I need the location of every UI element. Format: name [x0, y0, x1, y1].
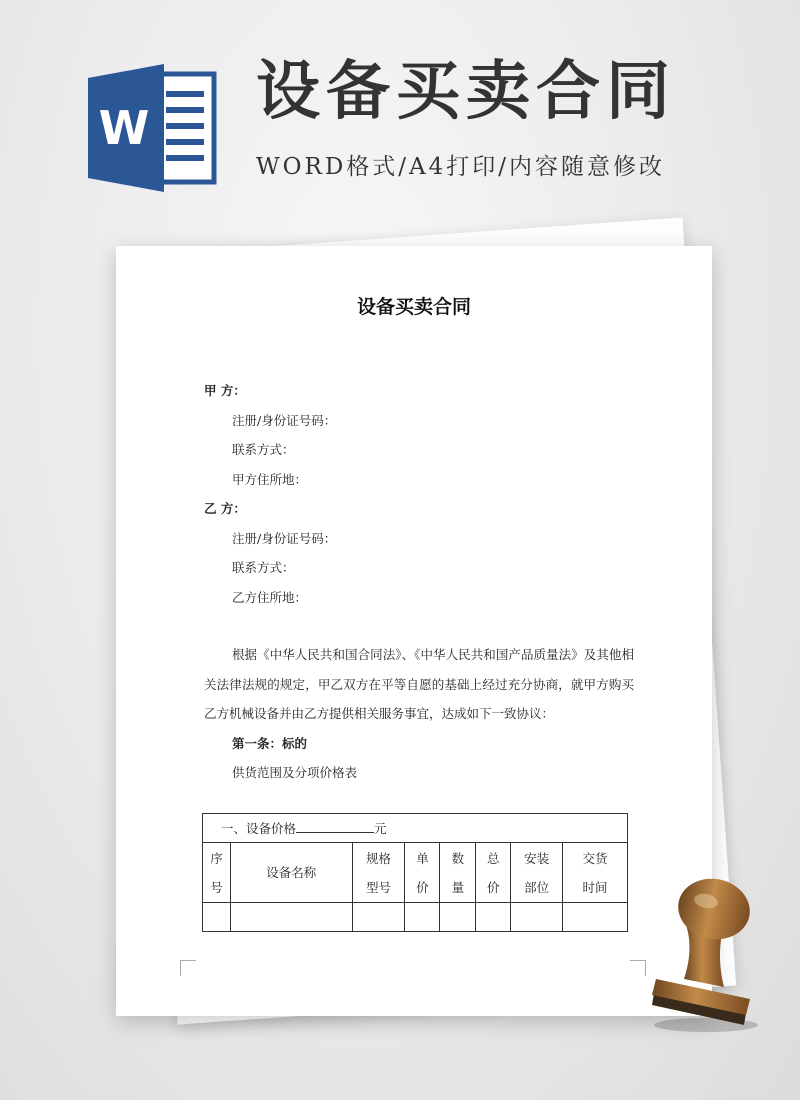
party-b-address-field: 乙方住所地：: [232, 589, 308, 605]
price-table: [202, 813, 628, 932]
price-row-suffix: 元: [374, 821, 387, 836]
header-cell-total: 总 价: [476, 843, 511, 903]
party-a-id-field: 注册/身份证号码：: [232, 412, 337, 428]
table-caption: 供货范围及分项价格表: [232, 765, 358, 780]
header-cell-model: 规格 型号: [352, 843, 405, 903]
table-header-row: [203, 843, 628, 903]
rubber-stamp-icon: [640, 875, 770, 1035]
price-blank-line: [296, 821, 374, 833]
price-row-prefix: 一、设备价格: [221, 821, 297, 836]
document-title: 设备买卖合同: [356, 296, 471, 318]
party-a-address-field: 甲方住所地：: [232, 471, 308, 487]
table-empty-row: [203, 903, 628, 932]
word-logo-icon: [88, 64, 218, 192]
section-title: 第一条：标的: [232, 735, 308, 751]
party-b-id-field: 注册/身份证号码：: [232, 530, 337, 546]
document-body: [204, 376, 634, 788]
header-cell-unit-price: 单 价: [405, 843, 440, 903]
party-b-label: 乙 方：: [204, 501, 246, 516]
agreement-paragraph: 根据《中华人民共和国合同法》、《中华人民共和国产品质量法》及其他相关法律法规的规定，甲乙双方在平等自愿的基础上经过充分协商，就甲方购买乙方机械设备并由乙方提供相关服务事宜，达成如下一致协议：: [204, 647, 634, 721]
header-cell-install: 安装 部位: [511, 843, 563, 903]
header-cell-name: 设备名称: [230, 843, 352, 903]
crop-mark-left: [180, 960, 196, 976]
header-cell-quantity: 数 量: [440, 843, 476, 903]
word-logo-letter: W: [98, 101, 150, 155]
header-cell-delivery: 交货 时间: [563, 843, 628, 903]
party-b-contact-field: 联系方式：: [232, 560, 295, 575]
document-page: [116, 246, 712, 1016]
header-title: 设备买卖合同: [256, 55, 676, 129]
party-a-contact-field: 联系方式：: [232, 442, 295, 457]
price-row: [203, 814, 628, 843]
header-subtitle: WORD格式/A4打印/内容随意修改: [256, 154, 665, 180]
party-a-label: 甲 方：: [204, 383, 246, 398]
header-cell-serial: 序 号: [203, 843, 231, 903]
